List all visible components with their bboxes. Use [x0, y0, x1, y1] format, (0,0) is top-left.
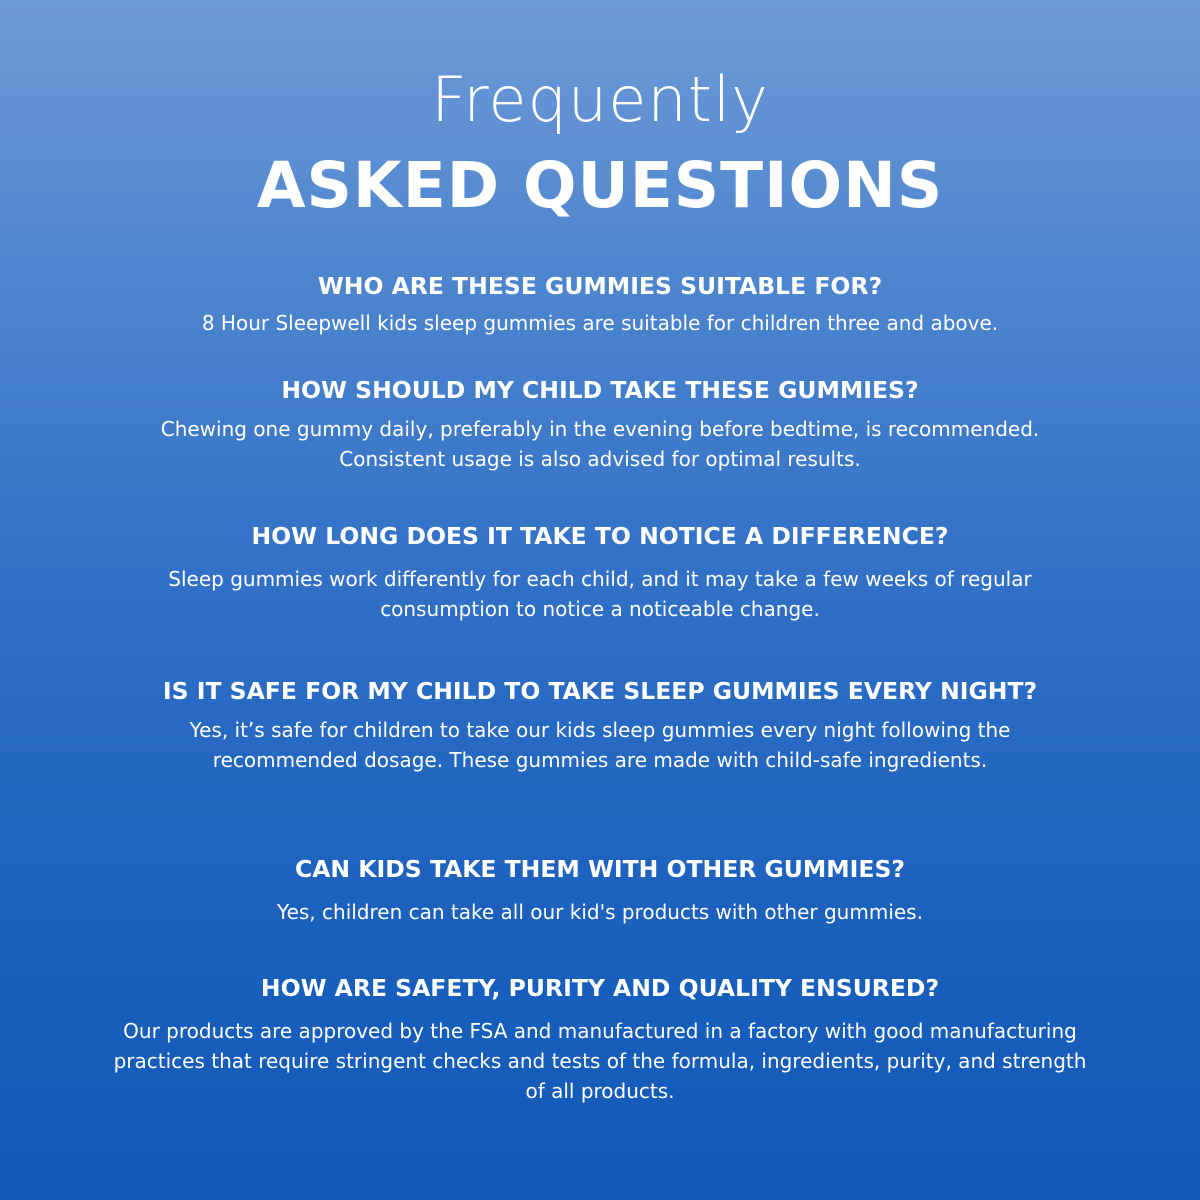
faq-question: HOW ARE SAFETY, PURITY AND QUALITY ENSURED? — [260, 974, 940, 1002]
faq-question: CAN KIDS TAKE THEM WITH OTHER GUMMIES? — [294, 855, 906, 883]
faq-question: IS IT SAFE FOR MY CHILD TO TAKE SLEEP GUMMIES EVERY NIGHT? — [162, 677, 1038, 705]
faq-question: HOW SHOULD MY CHILD TAKE THESE GUMMIES? — [281, 376, 919, 404]
faq-answer: Sleep gummies work differently for each child, and it may take a few weeks of regular consumption to notice a noticeable change. — [168, 567, 1032, 621]
faq-question: HOW LONG DOES IT TAKE TO NOTICE A DIFFERENCE? — [251, 522, 949, 550]
faq-answer: Yes, children can take all our kid's products with other gummies. — [277, 900, 923, 924]
faq-answer: Yes, it’s safe for children to take our kids sleep gummies every night following the recommended dosage. These gummies are made with child-safe ingredients. — [189, 718, 1011, 772]
faq-question: WHO ARE THESE GUMMIES SUITABLE FOR? — [317, 272, 883, 300]
faq-item-safety-quality — [90, 972, 1110, 1106]
faq-item-how-to-take — [90, 374, 1110, 474]
faq-answer: 8 Hour Sleepwell kids sleep gummies are suitable for children three and above. — [201, 311, 999, 335]
faq-item-safe-every-night — [90, 675, 1110, 775]
faq-item-suitable — [90, 270, 1110, 338]
faq-answer: Our products are approved by the FSA and manufactured in a factory with good manufacturing practices that require stringent checks and tests of the formula, ingredients, purity, and strength of all products. — [113, 1019, 1087, 1103]
faq-item-other-gummies — [90, 853, 1110, 927]
faq-item-how-long — [90, 520, 1110, 624]
faq-answer: Chewing one gummy daily, preferably in the evening before bedtime, is recommended. Consistent usage is also advised for optimal results. — [160, 417, 1040, 471]
title-frequently: Frequently — [431, 63, 769, 136]
title-asked-questions: ASKED QUESTIONS — [256, 149, 944, 222]
